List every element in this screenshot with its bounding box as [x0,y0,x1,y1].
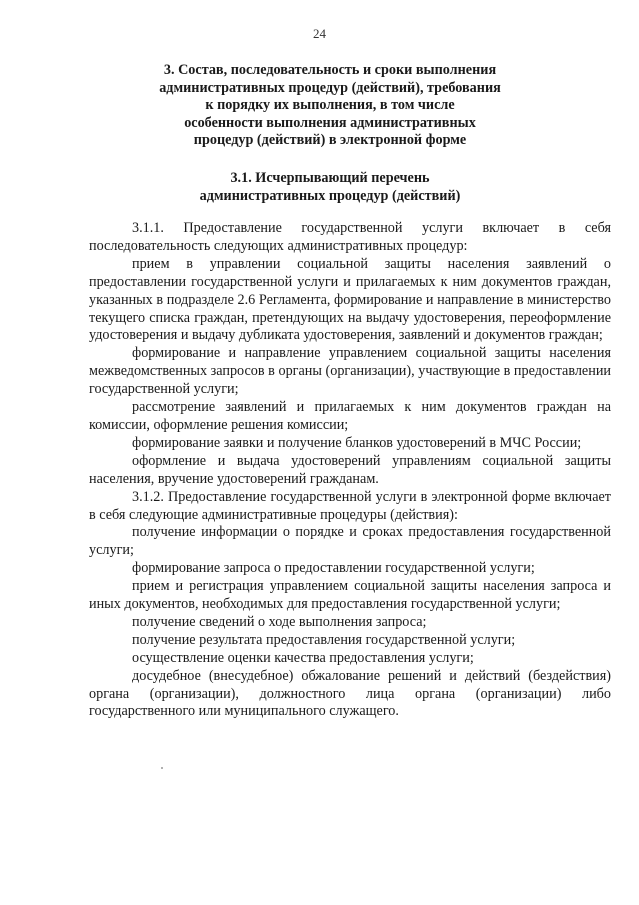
list-item: получение информации о порядке и сроках предоставления государственной услуги; [89,524,611,559]
list-item: формирование заявки и получение бланков удостоверений в МЧС России; [132,434,582,451]
subsection-heading [150,170,510,205]
list-item: формирование запроса о предоставлении государственной услуги; [132,560,535,577]
page-number: 24 [313,26,326,41]
scan-speck [161,767,163,769]
paragraph-3-1-1: 3.1.1. Предоставление государственной услуги включает в себя последовательность следующих административных процедур: [89,220,611,254]
paragraph-3-1-2: 3.1.2. Предоставление государственной услуги в электронной форме включает в себя следующие административные процедуры (действия): [89,488,611,523]
list-item: прием и регистрация управлением социальной защиты населения запроса и иных документов, необходимых для предоставления государственной услуги; [89,578,611,613]
section-heading-line: процедур (действий) в электронной форме [193,132,467,149]
section-heading-line: 3. Состав, последовательность и сроки выполнения [163,62,497,78]
subsection-heading-line: административных процедур (действий) [199,187,461,204]
list-item: получение сведений о ходе выполнения запроса; [132,613,427,630]
list-item: рассмотрение заявлений и прилагаемых к ним документов граждан на комиссии, оформление решения комиссии; [89,399,611,433]
section-heading [120,62,540,150]
subsection-heading-line: 3.1. Исчерпывающий перечень [230,170,430,186]
section-heading-line: к порядку их выполнения, в том числе [205,97,455,114]
list-item: досудебное (внесудебное) обжалование решений и действий (бездействия) органа (организации), должностного лица органа (организации) либо государственного или муниципального служащего. [89,667,611,720]
list-item: оформление и выдача удостоверений управлениям социальной защиты населения, вручение удостоверений гражданам. [89,452,611,487]
document-body [89,220,611,721]
section-heading-line: особенности выполнения административных [184,114,476,131]
list-item: получение результата предоставления государственной услуги; [132,631,516,648]
list-item: формирование и направление управлением социальной защиты населения межведомственных запросов в органы (организации), участвующие в предоставлении государственной услуги; [89,345,611,398]
section-heading-line: административных процедур (действий), требования [159,79,501,96]
list-item: прием в управлении социальной защиты населения заявлений о предоставлении государственной услуги и прилагаемых к ним документов граждан, указанных в подразделе 2.6 Регламента, формирование и направление в министерство текущего списка граждан, претендующих на выдачу удостоверения, переоформление удостоверения и выдачу дубликата удостоверения, заявлений и документов граждан; [89,255,611,344]
list-item: осуществление оценки качества предоставления услуги; [132,649,474,666]
